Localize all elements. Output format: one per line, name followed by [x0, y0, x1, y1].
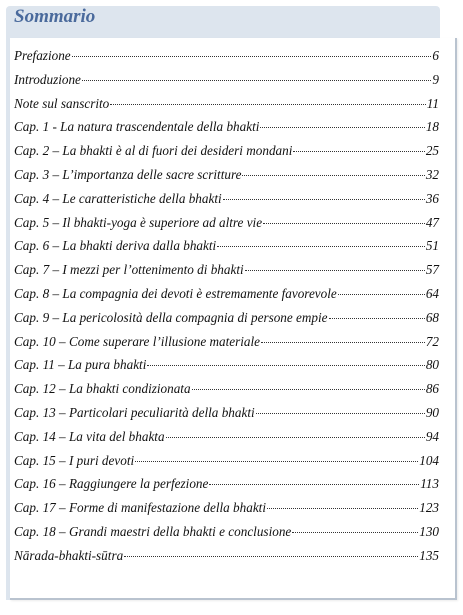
toc-entry-title: Cap. 10 – Come superare l’illusione materiale [14, 333, 261, 349]
toc-entry-title: Cap. 7 – I mezzi per l’ottenimento di bhakti [14, 262, 244, 278]
dot-leader [223, 199, 425, 200]
dot-leader [217, 246, 425, 247]
dot-leader [293, 151, 424, 152]
toc-entry-page-number: 51 [425, 238, 439, 254]
dot-leader [261, 342, 425, 343]
toc-entry[interactable] [14, 211, 439, 235]
toc-entry-page-number: 47 [425, 214, 439, 230]
dot-leader [110, 104, 426, 105]
dot-leader [124, 556, 418, 557]
toc-entry[interactable] [14, 92, 439, 116]
toc-entry[interactable] [14, 306, 439, 330]
toc-entry-page-number: 32 [425, 166, 439, 182]
toc-entry-page-number: 130 [419, 523, 439, 539]
toc-entry-title: Cap. 5 – Il bhakti-yoga è superiore ad altre vie [14, 214, 263, 230]
toc-entry-title: Cap. 6 – La bhakti deriva dalla bhakti [14, 238, 217, 254]
toc-entry[interactable] [14, 258, 439, 282]
toc-heading: Sommario [14, 6, 96, 27]
toc-entry-page-number: 36 [425, 190, 439, 206]
dot-leader [260, 127, 424, 128]
toc-entry-title: Cap. 14 – La vita del bhakta [14, 428, 165, 444]
toc-entry[interactable] [14, 234, 439, 258]
dot-leader [292, 532, 418, 533]
dot-leader [209, 484, 419, 485]
toc-entry-page-number: 64 [425, 285, 439, 301]
toc-entry-page-number: 123 [419, 500, 439, 516]
dot-leader [263, 223, 425, 224]
toc-entry-page-number: 11 [426, 95, 439, 111]
toc-entry-page-number: 135 [419, 547, 439, 563]
toc-entry-title: Cap. 12 – La bhakti condizionata [14, 381, 191, 397]
toc-entry-title: Prefazione [14, 48, 71, 63]
toc-entry-title: Cap. 17 – Forme di manifestazione della bhakti [14, 500, 267, 516]
toc-entry-title: Cap. 2 – La bhakti è al di fuori dei desideri mondani [14, 143, 293, 159]
toc-entry[interactable] [14, 163, 439, 187]
dot-leader [338, 294, 425, 295]
toc-entry-page-number: 6 [432, 48, 439, 63]
toc-entry[interactable] [14, 44, 439, 68]
toc-entry[interactable] [14, 115, 439, 139]
toc-entry[interactable] [14, 496, 439, 520]
dot-leader [82, 80, 431, 81]
toc-entry-page-number: 25 [425, 143, 439, 159]
toc-entry-title: Introduzione [14, 71, 81, 87]
toc-entry[interactable] [14, 187, 439, 211]
toc-entry-title: Nārada-bhakti-sūtra [14, 547, 124, 563]
dot-leader [72, 56, 432, 57]
toc-entry-page-number: 57 [425, 262, 439, 278]
dot-leader [147, 365, 424, 366]
toc-entry-title: Cap. 16 – Raggiungere la perfezione [14, 476, 209, 492]
dot-leader [242, 175, 424, 176]
toc-entry-title: Cap. 1 - La natura trascendentale della bhakti [14, 119, 260, 135]
toc-entry-page-number: 72 [425, 333, 439, 349]
toc-entry-page-number: 86 [425, 381, 439, 397]
toc-entry[interactable] [14, 282, 439, 306]
toc-entry-page-number: 9 [432, 71, 439, 87]
toc-entry-page-number: 90 [425, 404, 439, 420]
dot-leader [329, 318, 425, 319]
toc-entry[interactable] [14, 449, 439, 473]
toc-entry[interactable] [14, 520, 439, 544]
toc-entry-title: Cap. 18 – Grandi maestri della bhakti e conclusione [14, 523, 292, 539]
toc-entry-title: Cap. 13 – Particolari peculiarità della bhakti [14, 404, 255, 420]
toc-entry-title: Cap. 11 – La pura bhakti [14, 357, 147, 373]
toc-entry[interactable] [14, 401, 439, 425]
toc-entry[interactable] [14, 544, 439, 568]
toc-entry-title: Cap. 15 – I puri devoti [14, 452, 135, 468]
table-of-contents [14, 44, 439, 568]
toc-entry[interactable] [14, 472, 439, 496]
toc-entry-page-number: 18 [425, 119, 439, 135]
dot-leader [245, 270, 425, 271]
dot-leader [166, 437, 425, 438]
toc-entry-page-number: 113 [420, 476, 439, 492]
toc-entry-title: Cap. 3 – L’importanza delle sacre scritture [14, 166, 242, 182]
toc-entry-title: Cap. 9 – La pericolosità della compagnia di persone empie [14, 309, 328, 325]
toc-entry-page-number: 68 [425, 309, 439, 325]
toc-entry-title: Cap. 8 – La compagnia dei devoti è estremamente favorevole [14, 285, 337, 301]
toc-entry-title: Cap. 4 – Le caratteristiche della bhakti [14, 190, 222, 206]
toc-entry[interactable] [14, 425, 439, 449]
toc-entry-page-number: 80 [425, 357, 439, 373]
toc-entry[interactable] [14, 377, 439, 401]
toc-entry[interactable] [14, 68, 439, 92]
dot-leader [267, 508, 418, 509]
dot-leader [135, 461, 418, 462]
toc-entry-page-number: 104 [419, 452, 439, 468]
toc-entry[interactable] [14, 330, 439, 354]
toc-entry-title: Note sul sanscrito [14, 95, 110, 111]
toc-entry[interactable] [14, 353, 439, 377]
dot-leader [192, 389, 425, 390]
toc-entry-page-number: 94 [425, 428, 439, 444]
dot-leader [256, 413, 425, 414]
toc-entry[interactable] [14, 139, 439, 163]
